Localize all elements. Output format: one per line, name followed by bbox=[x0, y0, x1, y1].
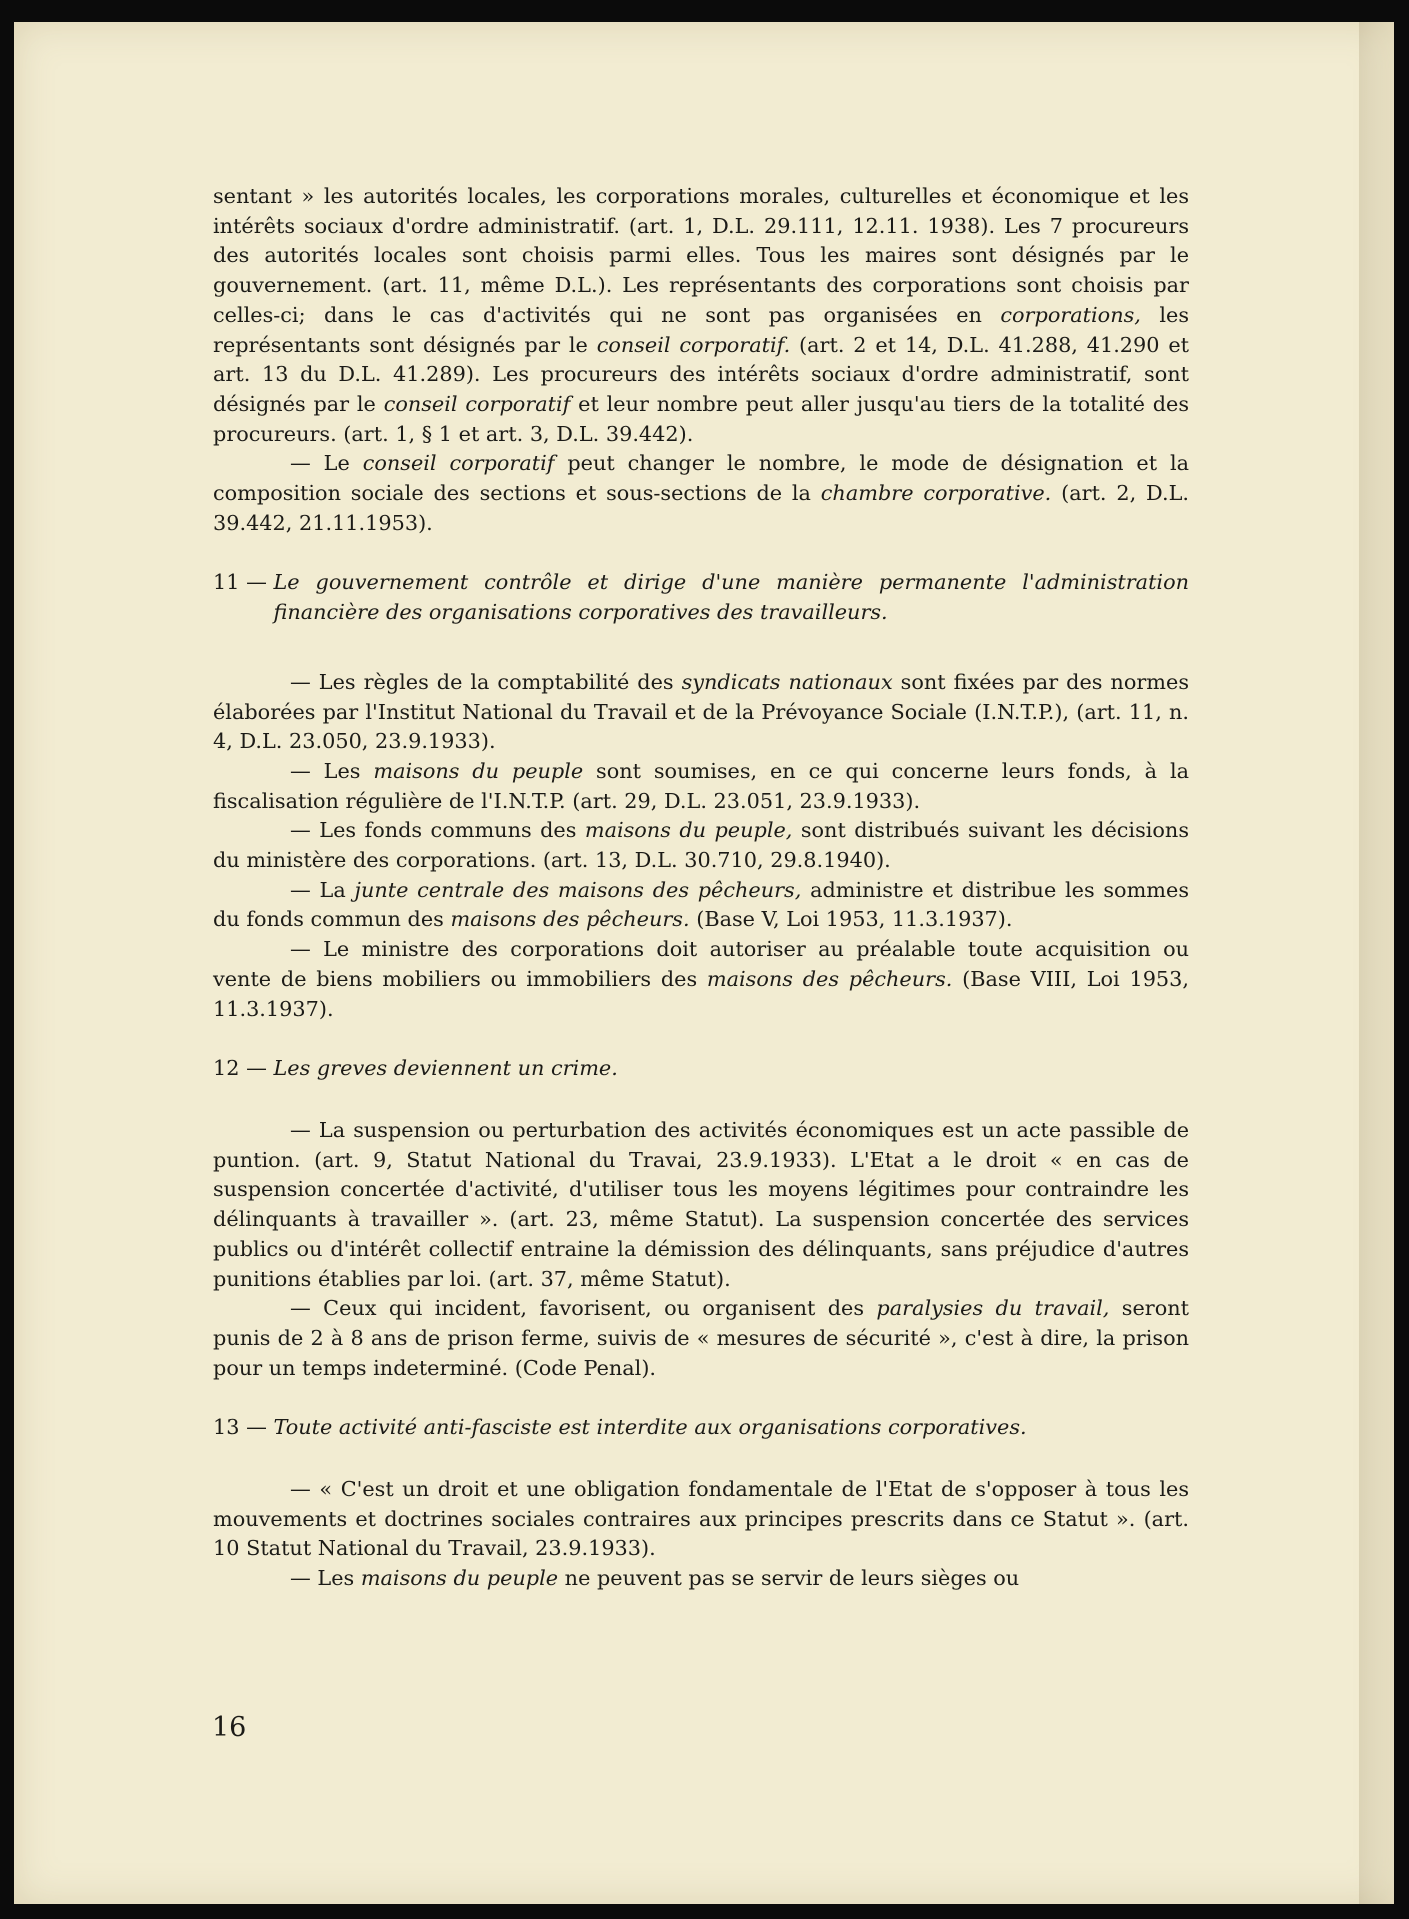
paragraph: — Les maisons du peuple sont soumises, en ce qui concerne leurs fonds, à la fiscalisation régulière de l'I.N.T.P. (art. 29, D.L. 23.051, 23.9.1933). bbox=[213, 758, 1190, 813]
spacer bbox=[213, 1024, 1189, 1054]
paragraph: — Les règles de la comptabilité des syndicats nationaux sont fixées par des normes élaborées par l'Institut National du Travail et de la Prévoyance Sociale (I.N.T.P.), (art. 11, n. 4, D.L. 23.050, 23.9.1933). bbox=[213, 669, 1189, 754]
section-number: 13 — bbox=[213, 1415, 274, 1440]
spacer bbox=[213, 628, 1189, 668]
paragraph-conseil-corporatif: — Le conseil corporatif peut changer le nombre, le mode de désignation et la composition sociale des sections et sous-sections de la chambre corporative. (art. 2, D.L. 39.442, 21.11.1953). bbox=[213, 451, 1189, 535]
section-number: 11 — bbox=[213, 570, 274, 595]
section-title: Les greves deviennent un crime. bbox=[273, 1056, 618, 1081]
section-title: Le gouvernement contrôle et dirige d'une manière permanente l'administration financière des organisations corporatives des travailleurs. bbox=[273, 570, 1189, 625]
section-title: Toute activité anti-fasciste est interdite aux organisations corporatives. bbox=[273, 1415, 1027, 1440]
document-page bbox=[14, 22, 1394, 1904]
spacer bbox=[213, 1383, 1189, 1413]
page-gutter-shadow bbox=[1359, 22, 1394, 1904]
paragraph: — La junte centrale des maisons des pêcheurs, administre et distribue les sommes du fonds commun des maisons des pêcheurs. (Base V, Loi 1953, 11.3.1937). bbox=[213, 877, 1189, 932]
paragraph: — Ceux qui incident, favorisent, ou organisent des paralysies du travail, seront punis de 2 à 8 ans de prison ferme, suivis de « mesures de sécurité », c'est à dire, la prison pour un temps indeterminé. (Code Penal). bbox=[213, 1296, 1190, 1380]
section-number: 12 — bbox=[213, 1056, 274, 1081]
spacer bbox=[213, 1084, 1189, 1116]
section-11-heading bbox=[213, 568, 1189, 627]
spacer bbox=[213, 1443, 1189, 1475]
body-text bbox=[213, 182, 1189, 1594]
section-12-heading bbox=[213, 1054, 1189, 1084]
paragraph-continuation: sentant » les autorités locales, les corporations morales, culturelles et économique et les intérêts sociaux d'ordre administratif. (art. 1, D.L. 29.111, 12.11. 1938). Les 7 procureurs des autorités locales sont choisis parmi elles. Tous les maires sont désignés par le gouvernement. (art. 11, même D.L.). Les représentants des corporations sont choisis par celles-ci; dans le cas d'activités qui ne sont pas organisées en corporations, les représentants sont désignés par le conseil corporatif. (art. 2 et 14, D.L. 41.288, 41.290 et art. 13 du D.L. 41.289). Les procureurs des intérêts sociaux d'ordre administratif, sont désignés par le conseil corporatif et leur nombre peut aller jusqu'au tiers de la totalité des procureurs. (art. 1, § 1 et art. 3, D.L. 39.442). bbox=[213, 184, 1190, 446]
paragraph: — « C'est un droit et une obligation fondamentale de l'Etat de s'opposer à tous les mouvements et doctrines sociales contraires aux principes prescrits dans ce Statut ». (art. 10 Statut National du Travail, 23.9.1933). bbox=[213, 1477, 1189, 1561]
paragraph: — La suspension ou perturbation des activités économiques est un acte passible de puntion. (art. 9, Statut National du Travai, 23.9.1933). L'Etat a le droit « en cas de suspension concertée d'activité, d'utiliser tous les moyens légitimes pour contraindre les délinquants à travailler ». (art. 23, même Statut). La suspension concertée des services publics ou d'intérêt collectif entraine la démission des délinquants, sans préjudice d'autres punitions établies par loi. (art. 37, même Statut). bbox=[213, 1117, 1189, 1291]
paragraph: — Les maisons du peuple ne peuvent pas se servir de leurs sièges ou bbox=[290, 1566, 1020, 1591]
page-number: 16 bbox=[212, 1712, 247, 1743]
paragraph: — Le ministre des corporations doit autoriser au préalable toute acquisition ou vente de biens mobiliers ou immobiliers des maisons des pêcheurs. (Base VIII, Loi 1953, 11.3.1937). bbox=[213, 937, 1190, 1021]
paragraph: — Les fonds communs des maisons du peuple, sont distribués suivant les décisions du ministère des corporations. (art. 13, D.L. 30.710, 29.8.1940). bbox=[213, 818, 1189, 873]
section-13-heading bbox=[213, 1413, 1189, 1443]
spacer bbox=[213, 538, 1189, 568]
